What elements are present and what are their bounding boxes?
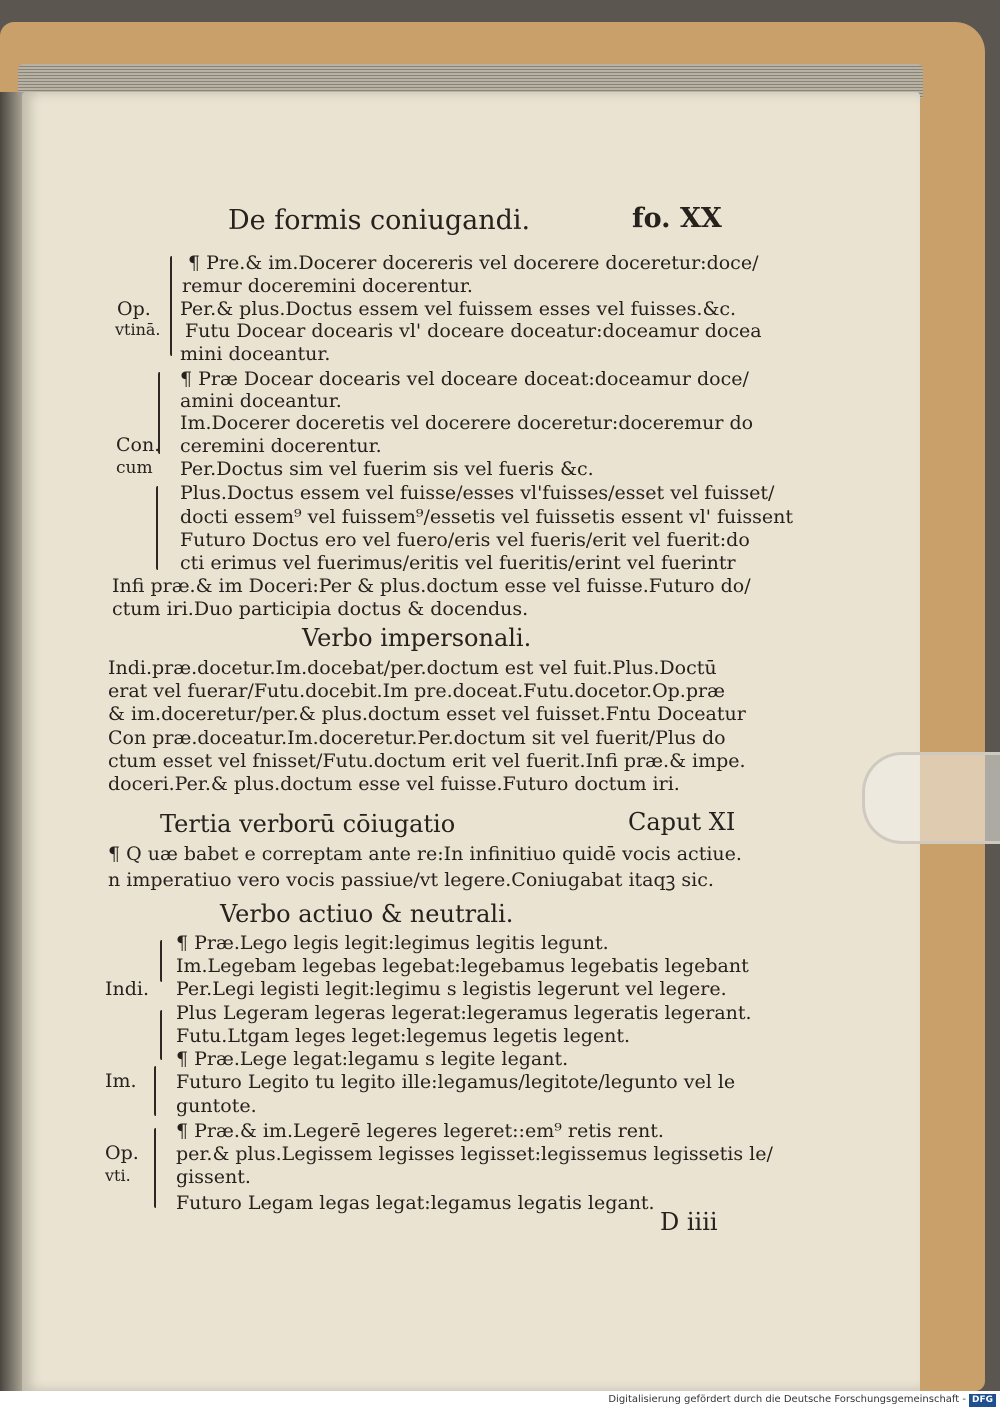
text-line: remur doceremini docerentur. (182, 275, 473, 297)
text-line: Futu.Ltgam leges leget:legemus legetis legent. (176, 1025, 631, 1047)
margin-label-vtina: vtinā. (115, 320, 161, 339)
text-line: Futu Docear docearis vl' doceare doceatur:doceamur docea (185, 320, 762, 342)
folio-number: fo. XX (632, 203, 722, 234)
text-line: & im.doceretur/per.& plus.doctum esset vel fuisset.Fntu Doceatur (108, 703, 746, 725)
margin-label-op2: Op. (105, 1142, 139, 1164)
text-line: docti essem⁹ vel fuissem⁹/essetis vel fuissetis essent vl' fuissent (180, 506, 793, 528)
margin-label-con: Con. (116, 434, 161, 456)
text-line: ¶ Q uæ babet e correptam ante re:In infinitiuo quidē vocis actiue. (108, 843, 742, 865)
text-line: Im.Docerer doceretis vel docerere doceretur:doceremur do (180, 412, 754, 434)
text-line: gissent. (176, 1166, 251, 1188)
text-line: Plus.Doctus essem vel fuisse/esses vl'fuisses/esset vel fuisset/ (180, 482, 775, 504)
brace (156, 486, 158, 570)
text-line: erat vel fuerar/Futu.docebit.Im pre.doceat.Futu.docetor.Op.præ (108, 680, 725, 702)
text-line: Futuro Legito tu legito ille:legamus/legitote/legunto vel le (176, 1071, 736, 1093)
text-line: Futuro Legam legas legat:legamus legatis legant. (176, 1192, 655, 1214)
margin-label-op: Op. (117, 298, 151, 320)
text-line: Indi.præ.docetur.Im.docebat/per.doctum est vel fuit.Plus.Doctū (108, 657, 717, 679)
text-line: Per.Doctus sim vel fuerim sis vel fueris &c. (180, 458, 594, 480)
brace (158, 372, 160, 454)
brace (170, 256, 172, 356)
text-line: ceremini docerentur. (180, 435, 382, 457)
text-line: per.& plus.Legissem legisses legisset:legissemus legissetis le/ (176, 1143, 773, 1165)
text-line: Futuro Doctus ero vel fuero/eris vel fueris/erit vel fuerit:do (180, 529, 750, 551)
running-head: De formis coniugandi. (228, 205, 531, 236)
margin-label-indi: Indi. (105, 978, 150, 1000)
brace (154, 1128, 156, 1208)
text-line: Con præ.doceatur.Im.doceretur.Per.doctum sit vel fuerit/Plus do (108, 727, 726, 749)
text-line: ¶ Præ.Lego legis legit:legimus legitis legunt. (176, 932, 609, 954)
section-heading: Verbo impersonali. (302, 624, 532, 652)
brace (160, 940, 162, 982)
text-line: ctum iri.Duo participia doctus & docendus. (112, 598, 529, 620)
text-line: ctum esset vel fnisset/Futu.doctum erit vel fuerit.Infi præ.& impe. (108, 750, 746, 772)
margin-label-cum: cum (116, 458, 153, 478)
margin-label-im: Im. (105, 1070, 137, 1092)
text-line: n imperatiuo vero vocis passiue/vt legere.Coniugabat itaqꝫ sic. (108, 869, 714, 891)
brace (154, 1066, 156, 1116)
text-line: Per.& plus.Doctus essem vel fuissem esses vel fuisses.&c. (180, 298, 737, 320)
margin-label-vti: vti. (105, 1166, 131, 1185)
dfg-logo: DFG (969, 1394, 996, 1407)
text-line: Infi præ.& im Doceri:Per & plus.doctum esse vel fuisse.Futuro do/ (112, 575, 751, 597)
signature-mark: D iiii (660, 1208, 718, 1236)
text-line: cti erimus vel fuerimus/eritis vel fueritis/erint vel fuerintr (180, 552, 736, 574)
section-heading: Verbo actiuo & neutrali. (220, 900, 514, 928)
text-line: guntote. (176, 1095, 257, 1117)
section-heading: Tertia verborū cōiugatio (160, 810, 456, 838)
text-line: amini doceantur. (180, 390, 342, 412)
text-line: Im.Legebam legebas legebat:legebamus legebatis legebant (176, 955, 749, 977)
chapter-number: Caput XI (628, 808, 736, 836)
text-line: Per.Legi legisti legit:legimu s legistis legerunt vel legere. (176, 978, 727, 1000)
text-line: ¶ Præ.Lege legat:legamu s legite legant. (176, 1048, 569, 1070)
page-clip (862, 752, 1000, 844)
text-line: mini doceantur. (180, 343, 331, 365)
text-line: ¶ Pre.& im.Docerer docereris vel docerere doceretur:doce/ (188, 252, 759, 274)
text-line: doceri.Per.& plus.doctum esse vel fuisse.Futuro doctum iri. (108, 773, 680, 795)
text-line: ¶ Præ.& im.Legerē legeres legeret::em⁹ retis rent. (176, 1120, 664, 1142)
text-line: Plus Legeram legeras legerat:legeramus legeratis legerant. (176, 1002, 752, 1024)
text-line: ¶ Præ Docear docearis vel doceare doceat:doceamur doce/ (180, 368, 749, 390)
brace (160, 1010, 162, 1060)
footer-credit (0, 1391, 1000, 1409)
footer-text: Digitalisierung gefördert durch die Deutsche Forschungsgemeinschaft - (608, 1394, 966, 1405)
